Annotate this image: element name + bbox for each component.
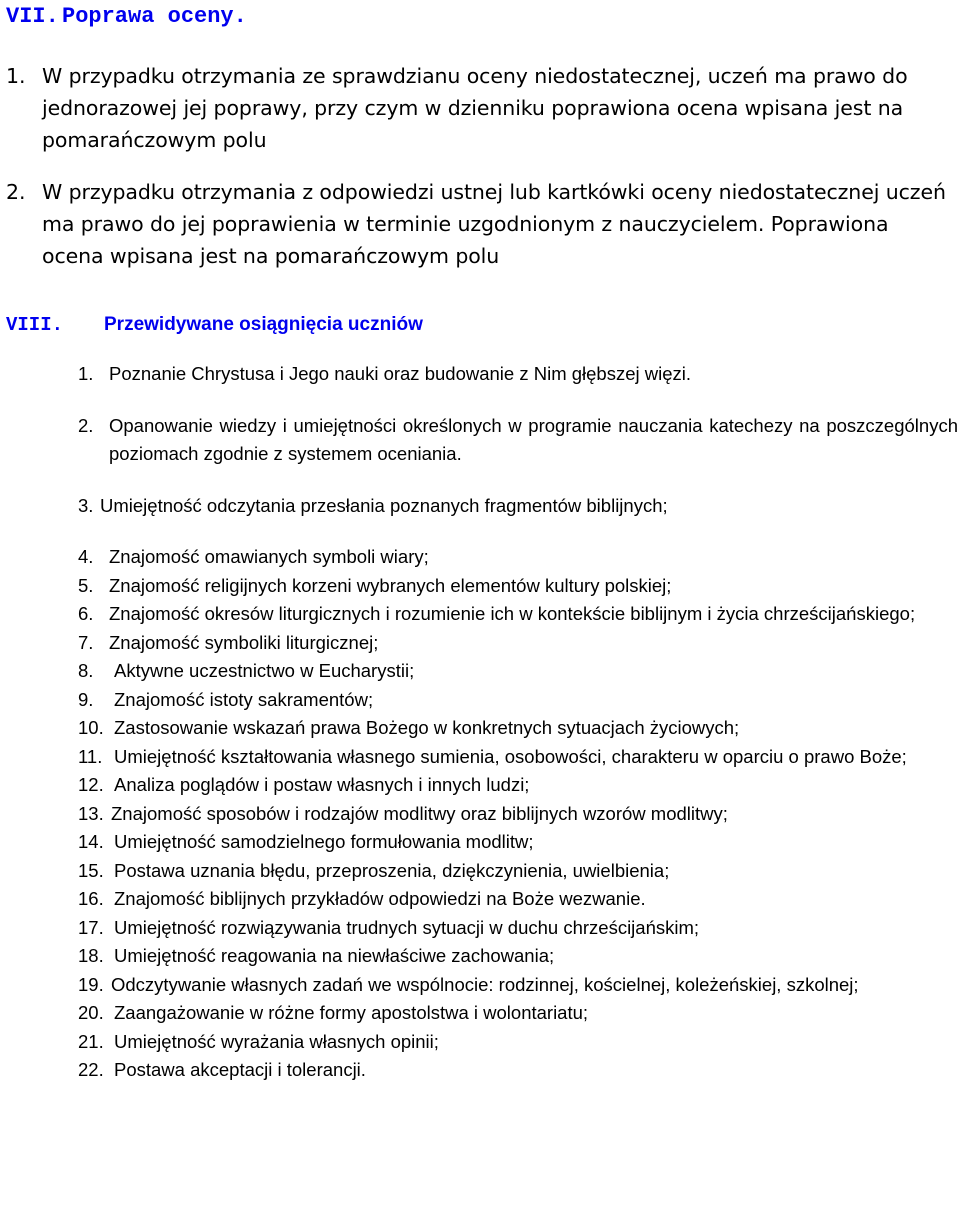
item-number: 12.	[78, 774, 104, 795]
item-text: Analiza poglądów i postaw własnych i innych ludzi;	[114, 774, 530, 795]
rule-number: 1.	[6, 64, 26, 88]
item-number: 2.	[78, 414, 94, 436]
list-item	[78, 828, 958, 857]
rule-number: 2.	[6, 180, 26, 204]
item-text: Umiejętność odczytania przesłania poznanych fragmentów biblijnych;	[100, 494, 668, 516]
section-7-title: Poprawa oceny.	[62, 4, 247, 29]
item-number: 5.	[78, 574, 94, 596]
rule-item	[0, 176, 955, 272]
section-7-number: VII.	[6, 4, 59, 29]
rule-text: W przypadku otrzymania ze sprawdzianu oceny niedostatecznej, uczeń ma prawo do jednorazowej jej poprawy, przy czym w dzienniku poprawiona ocena wpisana jest na pomarańczowym polu	[42, 64, 908, 152]
item-number: 15.	[78, 859, 104, 881]
item-number: 1.	[78, 363, 94, 384]
item-number: 6.	[78, 603, 94, 624]
list-item	[78, 600, 958, 629]
list-item	[78, 942, 958, 971]
item-number: 22.	[78, 1059, 104, 1080]
grade-correction-rules	[0, 60, 955, 272]
item-text: Odczytywanie własnych zadań we wspólnocie: rodzinnej, kościelnej, koleżeńskiej, szkolnej;	[111, 973, 859, 995]
item-text: Poznanie Chrystusa i Jego nauki oraz budowanie z Nim głębszej więzi.	[109, 363, 692, 384]
list-item	[78, 971, 958, 1000]
item-number: 13.	[78, 802, 104, 824]
list-item	[78, 800, 958, 829]
item-number: 20.	[78, 1002, 104, 1023]
item-number: 21.	[78, 1030, 104, 1052]
item-number: 17.	[78, 916, 104, 938]
list-item	[78, 657, 958, 686]
item-text: Zastosowanie wskazań prawa Bożego w konkretnych sytuacjach życiowych;	[114, 717, 740, 738]
item-text: Znajomość sposobów i rodzajów modlitwy oraz biblijnych wzorów modlitwy;	[111, 802, 728, 824]
item-text: Aktywne uczestnictwo w Eucharystii;	[114, 660, 415, 681]
list-item	[78, 360, 958, 389]
item-text: Postawa uznania błędu, przeproszenia, dziękczynienia, uwielbienia;	[114, 859, 670, 881]
list-item	[78, 492, 958, 521]
section-8-number: VIII.	[6, 314, 64, 336]
item-text: Znajomość istoty sakramentów;	[114, 688, 374, 710]
item-text: Postawa akceptacji i tolerancji.	[114, 1059, 366, 1080]
item-number: 10.	[78, 717, 104, 738]
item-number: 16.	[78, 888, 104, 909]
item-text: Znajomość symboliki liturgicznej;	[109, 631, 379, 653]
section-8-title: Przewidywane osiągnięcia uczniów	[104, 314, 423, 335]
item-number: 7.	[78, 631, 94, 653]
item-text: Opanowanie wiedzy i umiejętności określonych w programie nauczania katechezy na poszczególnych poziomach zgodnie z systemem oceniania.	[109, 414, 958, 464]
list-item	[78, 914, 958, 943]
expected-achievements-list	[78, 360, 958, 1085]
item-number: 18.	[78, 945, 104, 966]
section-8-heading	[6, 314, 423, 336]
list-item	[78, 743, 958, 772]
list-item	[78, 686, 958, 715]
list-item	[78, 1028, 958, 1057]
list-item	[78, 629, 958, 658]
list-item	[78, 857, 958, 886]
item-number: 19.	[78, 973, 104, 995]
item-text: Umiejętność reagowania na niewłaściwe zachowania;	[114, 945, 555, 966]
item-text: Znajomość religijnych korzeni wybranych elementów kultury polskiej;	[109, 574, 672, 596]
item-text: Umiejętność kształtowania własnego sumienia, osobowości, charakteru w oparciu o prawo Boże;	[114, 745, 907, 767]
item-text: Zaangażowanie w różne formy apostolstwa i wolontariatu;	[114, 1002, 589, 1023]
rule-item	[0, 60, 955, 156]
list-item	[78, 771, 958, 800]
list-item	[78, 714, 958, 743]
item-text: Umiejętność samodzielnego formułowania modlitw;	[114, 831, 534, 852]
item-number: 3.	[78, 494, 94, 516]
item-number: 14.	[78, 831, 104, 852]
rule-text: W przypadku otrzymania z odpowiedzi ustnej lub kartkówki oceny niedostatecznej uczeń ma prawo do jej poprawienia w terminie uzgodnionym z nauczycielem. Poprawiona ocena wpisana jest na pomarańczowym polu	[42, 180, 946, 268]
item-text: Znajomość omawianych symboli wiary;	[109, 546, 429, 567]
item-number: 9.	[78, 688, 94, 710]
item-text: Umiejętność wyrażania własnych opinii;	[114, 1030, 439, 1052]
section-7-heading	[6, 4, 247, 29]
item-number: 8.	[78, 660, 94, 681]
item-text: Znajomość okresów liturgicznych i rozumienie ich w kontekście biblijnym i życia chrześcijańskiego;	[109, 603, 916, 624]
list-item	[78, 572, 958, 601]
list-item	[78, 999, 958, 1028]
item-text: Znajomość biblijnych przykładów odpowiedzi na Boże wezwanie.	[114, 888, 646, 909]
item-number: 11.	[78, 745, 103, 767]
item-text: Umiejętność rozwiązywania trudnych sytuacji w duchu chrześcijańskim;	[114, 916, 700, 938]
list-item	[78, 412, 958, 469]
item-number: 4.	[78, 546, 94, 567]
list-item	[78, 1056, 958, 1085]
list-item	[78, 543, 958, 572]
list-item	[78, 885, 958, 914]
